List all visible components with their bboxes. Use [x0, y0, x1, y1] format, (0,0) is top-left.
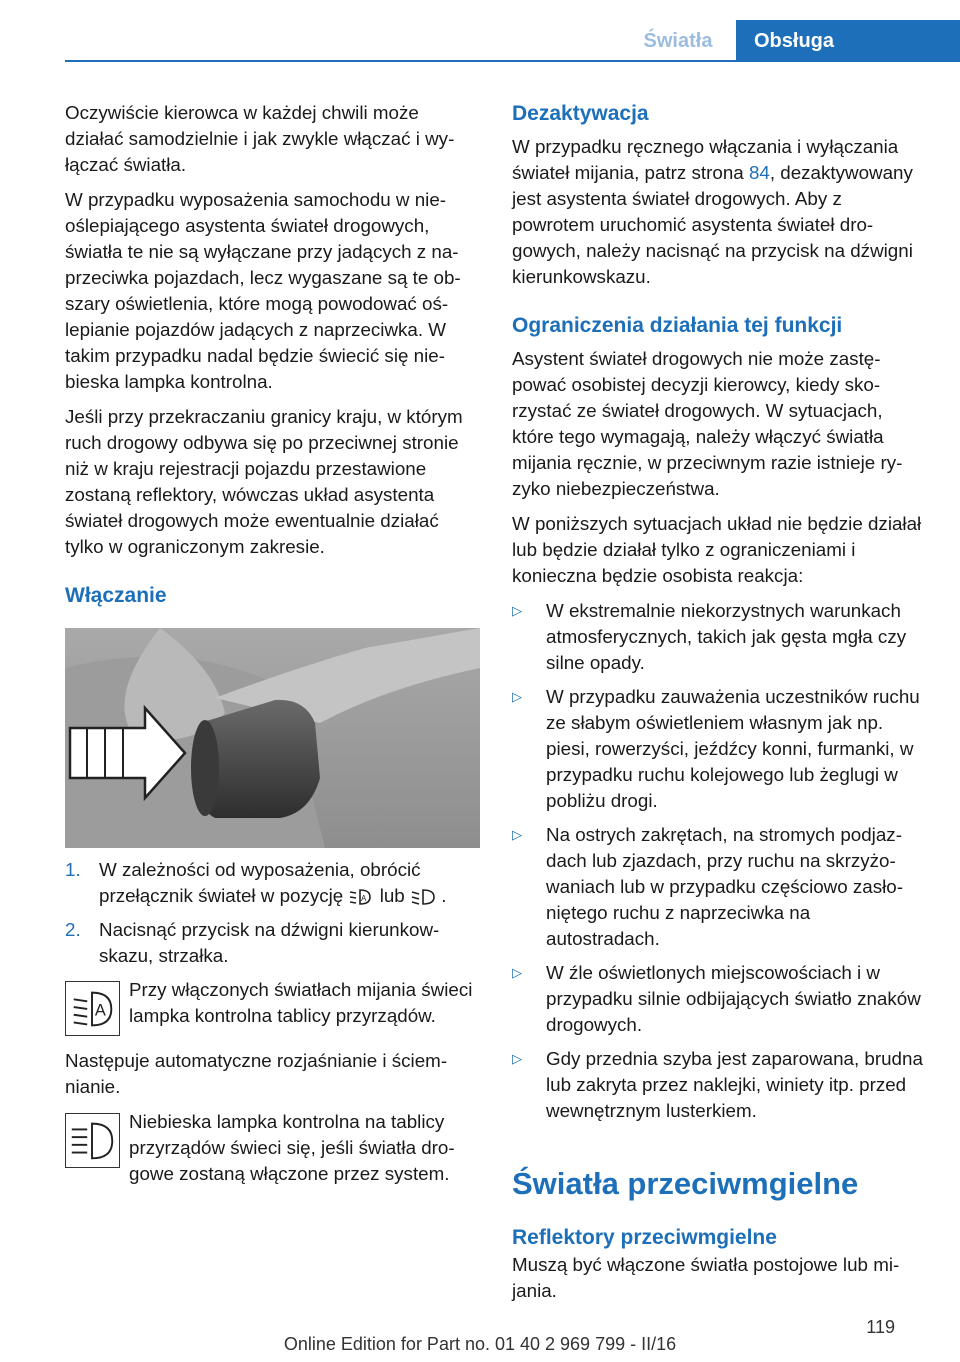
list-item-text: W ekstremalnie niekorzystnych warunkach atmosferycznych, takich jak gęsta mgła czy silne opady. [546, 600, 907, 673]
paragraph: Następuje automatyczne rozjaśnianie i ściemnianie. [65, 1050, 448, 1097]
section-heading-limits: Ograniczenia działania tej funkcji [512, 314, 843, 337]
list-item-text: W źle oświetlonych miejscowościach i w przypadku silnie odbijających światło znaków drogowych. [546, 962, 921, 1035]
bullet-marker: ▷ [512, 603, 522, 618]
list-item [512, 960, 927, 1038]
auto-light-control-icon [348, 887, 374, 907]
list-item-text: Na ostrych zakrętach, na stromych podjazdach lub zjazdach, przy ruchu na skrzyżowaniach lub w przypadku częściowo zasłoniętego ruchu z naprzeciwka na autostradach. [546, 824, 904, 949]
section-heading-activation: Włączanie [65, 584, 167, 607]
indicator-note-text: Niebieska lampka kontrolna na tablicy przyrządów świeci się, jeśli światła drogowe zostaną włączone przez system. [129, 1111, 455, 1184]
section-heading-fog-headlights: Reflektory przeciwmgielne [512, 1226, 777, 1249]
paragraph: W przypadku ręcznego włączania i wyłączania świateł mijania, patrz strona 84, dezaktywowany jest asystenta świateł drogowych. Aby z powrotem uruchomić asystenta świateł drogowych, należy nacisnąć na przycisk na dźwigni kierunkowskazu. [512, 136, 913, 287]
step-number: 2. [65, 919, 81, 940]
list-item [512, 684, 927, 814]
chapter-heading-fog-lights: Światła przeciwmgielne [512, 1166, 859, 1201]
step-number: 1. [65, 859, 81, 880]
bullet-marker: ▷ [512, 1051, 522, 1066]
step-text: W zależności od wyposażenia, obrócić przełącznik świateł w pozycję A lub . [99, 859, 447, 906]
indicator-note-text: Przy włączonych światłach mijania świeci lampka kontrolna tablicy przyrządów. [129, 979, 473, 1026]
bullet-marker: ▷ [512, 827, 522, 842]
turn-signal-lever-photo [65, 628, 480, 848]
paragraph: Asystent świateł drogowych nie może zastępować osobistej decyzji kierowcy, kiedy skorzystać ze świateł drogowych. W sytuacjach, które tego wymagają, należy włączyć światła mijania ręcznie, w przeciwnym razie istnieje ryzyko niebezpieczeństwa. [512, 348, 903, 499]
list-item [512, 822, 927, 952]
bullet-marker: ▷ [512, 965, 522, 980]
indicator-note-low-beam [65, 977, 480, 1036]
right-column [512, 100, 927, 1313]
low-beam-icon [410, 887, 436, 907]
paragraph: Jeśli przy przekraczaniu granicy kraju, w którym ruch drogowy odbywa się po przeciwnej stronie niż w kraju rejestracji pojazdu przestawione zostaną reflektory, wówczas układ asystenta świateł drogowych może ewentualnie działać tylko w ograniczonym zakresie. [65, 406, 463, 557]
page-reference-link[interactable]: 84 [748, 162, 770, 183]
list-item [512, 1046, 927, 1124]
list-item [512, 598, 927, 676]
list-item-text: W przypadku zauważenia uczestników ruchu ze słabym oświetleniem własnym jak np. piesi, rowerzyści, jeźdźcy konni, furmanki, w przypadku ruchu kolejowego lub żeglugi w pobliżu drogi. [546, 686, 920, 811]
paragraph: Oczywiście kierowca w każdej chwili może działać samodzielnie i jak zwykle włączać i wyłączać światła. [65, 102, 455, 175]
section-heading-deactivation: Dezaktywacja [512, 102, 649, 125]
left-column [65, 100, 480, 1199]
list-item-text: Gdy przednia szyba jest zaparowana, brudna lub zakryta przez naklejki, winiety itp. przed wewnętrznym lusterkiem. [546, 1048, 923, 1121]
header-section-label: Światła [643, 30, 713, 52]
paragraph: W przypadku wyposażenia samochodu w nieoślepiającego asystenta świateł drogowych, światła te nie są wyłączane przy jadących z naprzeciwka pojazdach, lecz wygaszane są te obszary oświetlenia, które mogą powodować oślepianie pojazdów jadących z naprzeciwka. W takim przypadku nadal będzie świecić się niebieska lampka kontrolna. [65, 189, 461, 392]
step-2 [65, 917, 480, 969]
indicator-note-high-beam [65, 1109, 480, 1187]
page-number: 119 [866, 1317, 895, 1337]
svg-text:A: A [361, 894, 367, 904]
svg-text:A: A [94, 1001, 106, 1020]
header-chapter-tab: Obsługa [736, 20, 960, 62]
paragraph: W poniższych sytuacjach układ nie będzie działał lub będzie działał tylko z ograniczeniami i konieczna będzie osobista reakcja: [512, 513, 922, 586]
edition-footer: Online Edition for Part no. 01 40 2 969 799 - II/16 [283, 1334, 677, 1354]
paragraph: Muszą być włączone światła postojowe lub mijania. [512, 1254, 900, 1301]
step-text: Nacisnąć przycisk na dźwigni kierunkowskazu, strzałka. [99, 919, 440, 966]
step-1 [65, 857, 480, 909]
bullet-marker: ▷ [512, 689, 522, 704]
high-beam-indicator-icon [65, 1113, 120, 1168]
low-beam-auto-indicator-icon [65, 981, 120, 1036]
